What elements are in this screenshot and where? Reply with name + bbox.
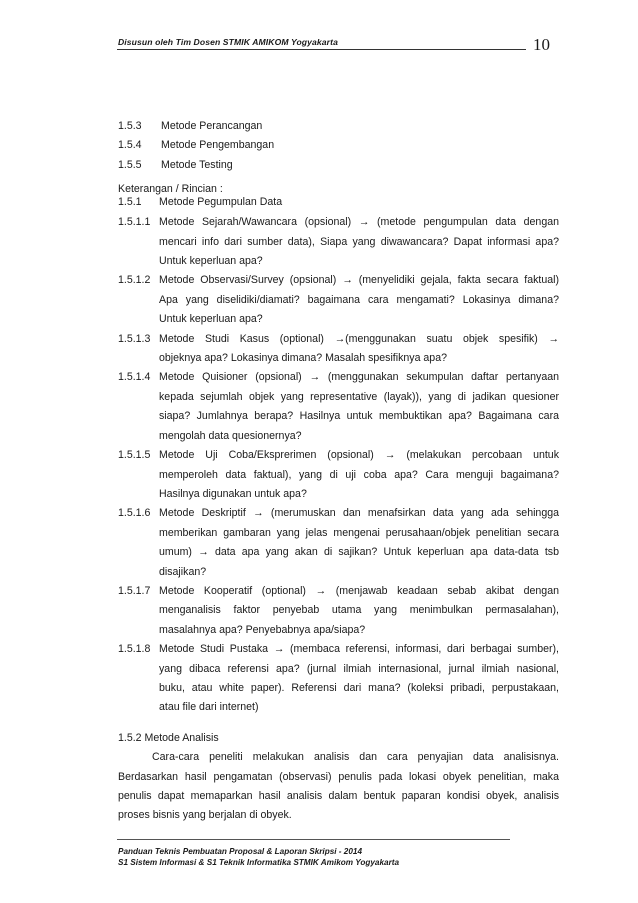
list-item-text-line: objeknya apa? Lokasinya dimana? Masalah spesifiknya apa? [159,352,447,365]
list-item-number: 1.5.1.4 [118,371,151,384]
list-item [118,368,559,446]
header-rule [117,49,526,50]
list-item-number: 1.5.5 [118,158,142,171]
list-item-label: Metode Pengembangan [161,139,275,152]
list-item-text-line: Metode Deskriptif → (merumuskan dan menafsirkan data yang ada sehingga [159,507,559,520]
list-item [118,504,559,582]
list-item-text-line: Metode Quisioner (opsional) → (menggunakan sekumpulan daftar pertanyaan [159,371,559,384]
list-item-number: 1.5.4 [118,139,142,152]
page-body [118,117,559,826]
method-list [118,117,559,175]
list-item-text-line: Metode Observasi/Survey (opsional) → (menyelidiki gejala, fakta secara faktual) [159,274,559,287]
analisis-section [118,729,559,826]
footer [118,846,399,868]
list-item [118,271,559,329]
list-item-text-line: menganalisis faktor penyebab utama yang menimbulkan permasalahan), [159,604,559,617]
list-item-text-line: Apa yang diselidiki/diamati? bagaimana cara mengamati? Lokasinya dimana? [159,293,559,306]
list-item-text-line: Metode Sejarah/Wawancara (opsional) → (metode pengumpulan data dengan [159,216,559,229]
running-header: Disusun oleh Tim Dosen STMIK AMIKOM Yogyakarta [118,37,338,47]
keterangan-block [118,183,559,209]
list-item-label: Metode Perancangan [161,120,263,132]
footer-rule [117,839,510,840]
list-item-text-line: mencari info dari sumber data), Siapa yang diwawancara? Dapat informasi apa? [159,235,559,248]
list-item-label: Metode Testing [161,158,233,171]
paragraph-line: Cara-cara peneliti melakukan analisis dan cara penyajian data analisisnya. [152,751,559,764]
analisis-paragraph [118,748,559,826]
list-item-text-line: Hasilnya digunakan untuk apa? [159,487,307,500]
list-item-text-line: siapa? Jumlahnya berapa? Hasilnya untuk membuktikan apa? Bagaimana cara [159,410,559,423]
section-heading: 1.5.2 Metode Analisis [118,731,219,744]
list-item-text-line: Untuk keperluan apa? [159,255,263,268]
list-item [118,330,559,369]
list-item [118,446,559,504]
list-item [118,213,559,271]
list-item-text-line: kepada sejumlah objek yang representative (layak)), yang di jadikan quesioner [159,390,559,403]
list-item-text-line: Metode Studi Kasus (optional) →(menggunakan suatu objek spesifik) → [159,332,559,345]
list-item-text-line: memperoleh data faktual), yang di uji coba apa? Cara menguji bagaimana? [159,468,559,481]
keterangan-title: Keterangan / Rincian : [118,183,223,196]
footer-line-1: Panduan Teknis Pembuatan Proposal & Laporan Skripsi - 2014 [118,847,363,856]
list-item-number: 1.5.3 [118,120,142,132]
page-number: 10 [533,35,550,54]
list-item-text-line: atau file dari internet) [159,701,259,714]
paragraph-line: Berdasarkan hasil pengamatan (observasi) penulis pada lokasi obyek penelitian, maka [118,770,559,783]
list-item-number: 1.5.1.3 [118,332,151,345]
list-item-number: 1.5.1.2 [118,274,151,287]
list-item-text-line: yang dibaca referensi apa? (jurnal ilmiah internasional, jurnal ilmiah nasional, [159,662,559,675]
list-item-text-line: memberikan gambaran yang jelas mengenai perusahaan/objek penelitian secara [159,526,559,539]
list-item [118,117,559,136]
list-item-number: 1.5.1.6 [118,507,151,520]
list-item-text-line: Metode Studi Pustaka → (membaca referensi, informasi, dari berbagai sumber), [159,643,559,656]
list-item-number: 1.5.1.1 [118,216,151,229]
list-item [118,640,559,718]
list-item-number: 1.5.1.5 [118,449,151,462]
list-item-text-line: mengolah data quesionernya? [159,429,302,442]
paragraph-line: penulis dapat memaparkan hasil analisis dalam bentuk paparan kondisi obyek, analisis [118,790,559,802]
list-item [118,136,559,155]
paragraph-line: proses bisnis yang berjalan di obyek. [118,809,292,822]
list-item [118,156,559,175]
list-item-text-line: Metode Kooperatif (optional) → (menjawab keadaan sebab akibat dengan [159,584,559,597]
list-item-text-line: disajikan? [159,565,207,578]
list-item-text-line: masalahnya apa? Penyebabnya apa/siapa? [159,623,366,636]
footer-line-2: S1 Sistem Informasi & S1 Teknik Informatika STMIK Amikom Yogyakarta [118,858,400,867]
list-item-text-line: Metode Uji Coba/Eksprerimen (opsional) → (melakukan percobaan untuk [159,449,559,462]
list-item-text-line: Untuk keperluan apa? [159,313,263,326]
list-item-number: 1.5.1.8 [118,643,151,656]
list-item-text-line: buku, atau white paper). Referensi dari mana? (koleksi pribadi, perpustakaan, [159,681,559,694]
subsection-label: Metode Pegumpulan Data [159,196,283,209]
subsection-number: 1.5.1 [118,196,142,209]
subsection-heading [118,196,559,209]
list-item [118,582,559,640]
detail-items [118,213,559,718]
list-item-number: 1.5.1.7 [118,584,151,597]
list-item-text-line: umum) → data apa yang akan di sajikan? Untuk keperluan apa data-data tsb [159,546,559,559]
